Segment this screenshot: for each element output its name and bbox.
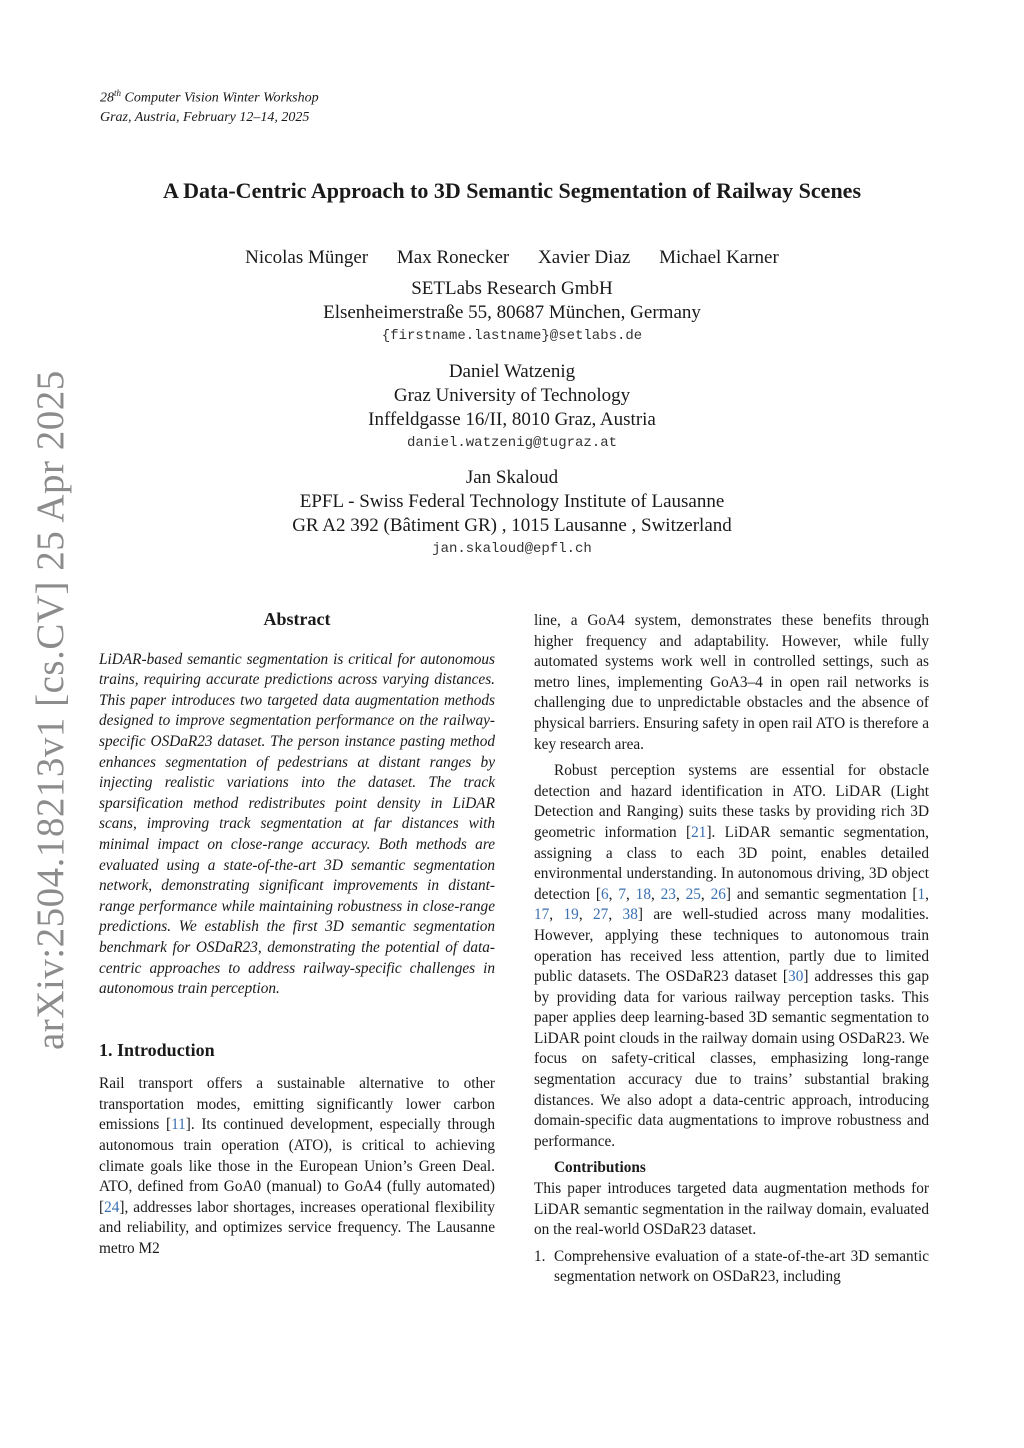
- citation-link[interactable]: 23: [660, 885, 676, 903]
- contributions-heading: Contributions: [554, 1159, 646, 1177]
- author: Nicolas Münger: [245, 247, 369, 268]
- citation-link[interactable]: 30: [788, 968, 804, 986]
- citation-link[interactable]: 17: [534, 906, 550, 924]
- email: jan.skaloud@epfl.ch: [432, 541, 592, 557]
- author: Michael Karner: [659, 247, 779, 268]
- citation-link[interactable]: 19: [563, 906, 579, 924]
- citation-link[interactable]: 26: [710, 885, 726, 903]
- author-list: [0, 247, 1024, 269]
- intro-paragraph: Robust perception systems are essential for obstacle detection and hazard identification in ATO. LiDAR (Light Detection and Ranging) suits these tasks by providing rich 3D geometric information [21]. LiDAR semantic segmentation, assigning a class to each 3D point, enables detailed environmental understanding. In autonomous driving, 3D object detection [6, 7, 18, 23, 25, 26] and semantic segmentation [1, 17, 19, 27, 38] are well-studied across many modalities. However, applying these techniques to autonomous train operation has received less attention, partly due to limited public datasets. The OSDaR23 dataset [30] addresses this gap by providing data for various railway perception tasks. This paper applies deep learning-based 3D semantic segmentation to LiDAR point clouds in the railway domain using OSDaR23. We focus on safety-critical classes, emphasizing long-range segmentation accuracy due to trains’ substantial braking distances. We also adopt a data-centric approach, introducing domain-specific data augmentations to improve robustness and performance.: [534, 762, 929, 1150]
- author: Xavier Diaz: [538, 247, 631, 268]
- citation-link[interactable]: 25: [685, 885, 701, 903]
- citation-link[interactable]: 24: [104, 1198, 120, 1216]
- email: daniel.watzenig@tugraz.at: [406, 435, 618, 451]
- intro-paragraph: Rail transport offers a sustainable alternative to other transportation modes, emitting significantly lower carbon emissions [11]. Its continued development, especially through autonomous train operation (ATO), is critical to achieving climate goals like those in the European Union’s Green Deal. ATO, defined from GoA0 (manual) to GoA4 (fully automated) [24], addresses labor shortages, increases operational flexibility and reliability, and optimizes service frequency. The Lausanne metro M2: [99, 1075, 496, 1258]
- affiliation-tugraz: Daniel Watzenig Graz University of Technology Inffeldgasse 16/II, 8010 Graz, Austria daniel.watzenig@tugraz.at: [0, 360, 1024, 454]
- citation-link[interactable]: 11: [171, 1116, 186, 1134]
- abstract-heading: Abstract: [263, 609, 331, 629]
- citation-link[interactable]: 38: [622, 906, 638, 924]
- citation-link[interactable]: 1: [917, 885, 926, 903]
- intro-paragraph-continued: line, a GoA4 system, demonstrates these benefits through higher frequency and adaptability. However, while fully automated systems work well in controlled settings, such as metro lines, implementing GoA3–4 in open rail networks is challenging due to unpredictable obstacles and the absence of physical barriers. Ensuring safety in open rail ATO is therefore a key research area.: [534, 612, 929, 753]
- abstract-text: LiDAR-based semantic segmentation is critical for autonomous trains, requiring accurate predictions across varying distances. This paper introduces two targeted data augmentation methods designed to improve segmentation performance on the railway-specific OSDaR23 dataset. The person instance pasting method enhances segmentation of pedestrians at distant ranges by injecting realistic variations into the dataset. The track sparsification method redistributes point density in LiDAR scans, improving track segmentation at far distances with minimal impact on close-range accuracy. Both methods are evaluated using a state-of-the-art 3D semantic segmentation network, demonstrating significant improvements in distant-range performance while maintaining robustness in close-range predictions. We establish the first 3D semantic segmentation benchmark for OSDaR23, demonstrating the potential of data-centric approaches to address railway-specific challenges in autonomous train perception.: [99, 650, 495, 998]
- contributions-text: This paper introduces targeted data augmentation methods for LiDAR semantic segmentation in the railway domain, evaluated on the real-world OSDaR23 dataset.: [534, 1180, 929, 1239]
- citation-link[interactable]: 21: [691, 823, 707, 841]
- email: {firstname.lastname}@setlabs.de: [381, 328, 643, 344]
- affiliation-epfl: Jan Skaloud EPFL - Swiss Federal Technology Institute of Lausanne GR A2 392 (Bâtiment GR) , 1015 Lausanne , Switzerland jan.skaloud@epfl.ch: [0, 466, 1024, 560]
- section-heading: 1. Introduction: [99, 1039, 215, 1060]
- citation-link[interactable]: 7: [618, 885, 626, 903]
- list-item: 1. Comprehensive evaluation of a state-of-the-art 3D semantic segmentation network on OSDaR23, including: [534, 1247, 929, 1286]
- paper-title: A Data-Centric Approach to 3D Semantic Segmentation of Railway Scenes: [162, 178, 862, 203]
- left-column: [99, 609, 495, 1260]
- venue-header: 28th Computer Vision Winter Workshop Graz, Austria, February 12–14, 2025: [100, 88, 319, 125]
- citation-link[interactable]: 6: [601, 885, 609, 903]
- arxiv-stamp: arXiv:2504.18213v1 [cs.CV] 25 Apr 2025: [29, 370, 72, 1050]
- right-column: [534, 611, 929, 1288]
- citation-link[interactable]: 27: [593, 906, 609, 924]
- citation-link[interactable]: 18: [635, 885, 651, 903]
- author: Max Ronecker: [396, 247, 510, 268]
- affiliation-setlabs: SETLabs Research GmbH Elsenheimerstraße 55, 80687 München, Germany {firstname.lastname}@setlabs.de: [0, 277, 1024, 347]
